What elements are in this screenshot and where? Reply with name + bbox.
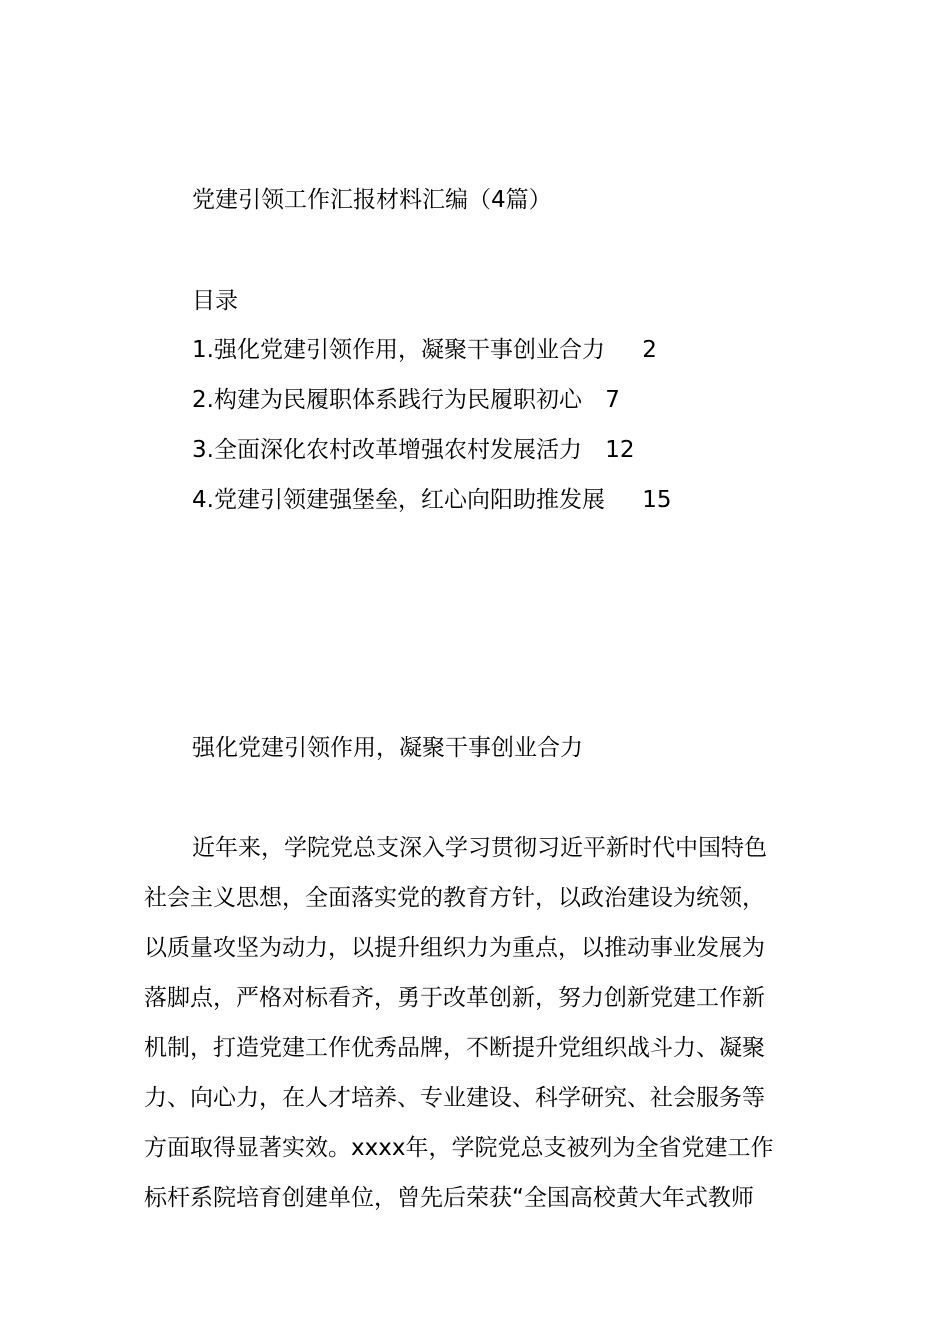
body-line: 机制，打造党建工作优秀品牌，不断提升党组织战斗力、凝聚 [144,1035,765,1061]
body-line: 社会主义思想，全面落实党的教育方针，以政治建设为统领， [144,885,765,911]
toc-item-label: 1.强化党建引领作用，凝聚干事创业合力 [192,337,605,363]
document-title: 党建引领工作汇报材料汇编（4篇） [192,187,552,213]
toc-item[interactable] [192,333,672,383]
toc-item-page: 15 [642,487,672,513]
toc-item-page: 2 [642,337,657,363]
toc-item-page: 12 [605,437,635,463]
toc-item-page: 7 [605,387,620,413]
body-line: 标杆系院培育创建单位，曾先后荣获“全国高校黄大年式教师 [144,1185,754,1211]
toc-item[interactable] [192,383,672,433]
body-line: 以质量攻坚为动力，以提升组织力为重点，以推动事业发展为 [144,935,765,961]
toc-heading: 目录 [192,288,238,314]
body-paragraph [144,826,808,1226]
body-line: 落脚点，严格对标看齐，勇于改革创新，努力创新党建工作新 [144,985,765,1011]
toc-item[interactable] [192,483,672,533]
toc-item-label: 4.党建引领建强堡垒，红心向阳助推发展 [192,487,605,513]
toc-item-label: 3.全面深化农村改革增强农村发展活力 [192,437,582,463]
table-of-contents [192,333,672,533]
toc-item[interactable] [192,433,672,483]
body-line: 力、向心力，在人才培养、专业建设、科学研究、社会服务等 [144,1085,765,1111]
body-line: 近年来，学院党总支深入学习贯彻习近平新时代中国特色 [192,835,767,861]
toc-item-label: 2.构建为民履职体系践行为民履职初心 [192,387,582,413]
body-line: 方面取得显著实效。xxxx年，学院党总支被列为全省党建工作 [144,1135,774,1161]
section-title: 强化党建引领作用，凝聚干事创业合力 [192,735,583,761]
